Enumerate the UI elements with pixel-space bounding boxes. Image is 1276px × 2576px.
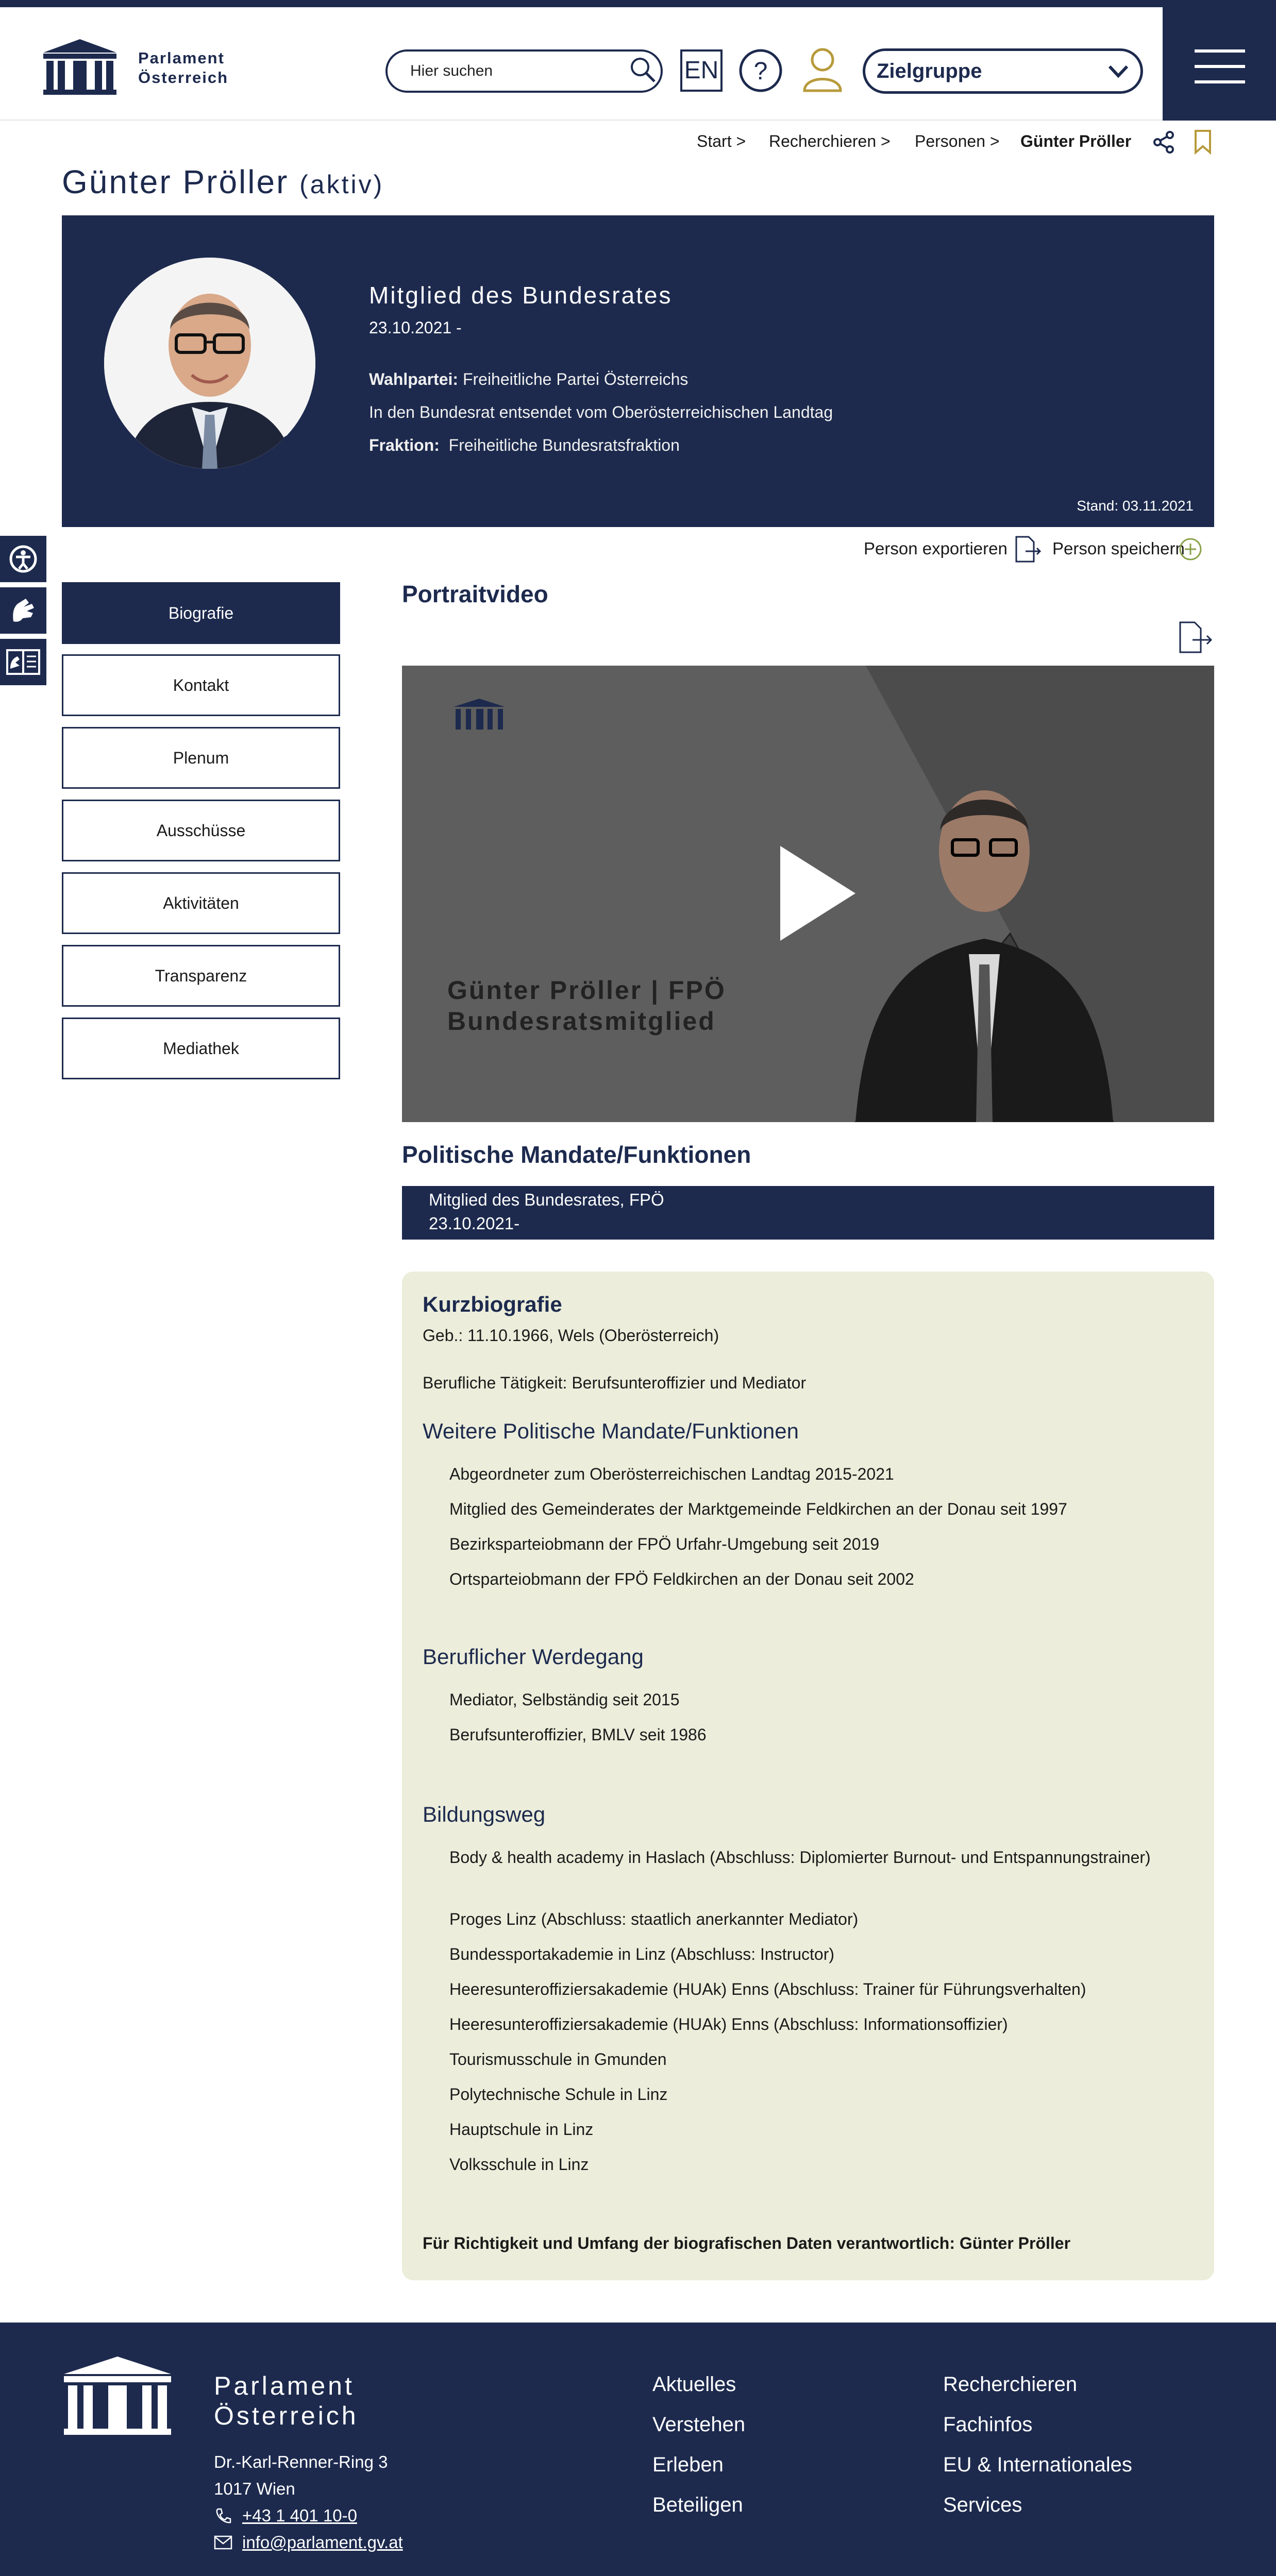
person-status: (aktiv) — [299, 170, 384, 199]
export-icon[interactable] — [1013, 535, 1042, 564]
sign-language-button[interactable] — [0, 587, 46, 634]
party-line — [369, 370, 688, 389]
language-switch-button[interactable]: EN — [680, 49, 723, 92]
footer-email-link[interactable]: info@parlament.gv.at — [242, 2533, 403, 2552]
breadcrumb-personen[interactable]: Personen > — [915, 132, 1000, 150]
search-input[interactable]: Hier suchen — [385, 49, 663, 93]
bio-responsibility: Für Richtigkeit und Umfang der biografischen Daten verantwortlich: Günter Pröller — [423, 2234, 1071, 2252]
bookmark-icon[interactable] — [1194, 129, 1212, 155]
zoom-in-icon[interactable] — [278, 433, 308, 463]
search-icon[interactable] — [629, 56, 657, 83]
video-caption-line2: Bundesratsmitglied — [447, 1007, 716, 1036]
footer-link-erleben[interactable]: Erleben — [652, 2453, 724, 2476]
logo-text[interactable] — [138, 48, 228, 88]
list-item: Tourismusschule in Gmunden — [449, 2050, 667, 2069]
delegation-line: In den Bundesrat entsendet vom Oberösterreichischen Landtag — [369, 403, 833, 421]
footer-name — [214, 2371, 359, 2431]
list-item: Bundessportakademie in Linz (Abschluss: Instructor) — [449, 1945, 835, 1963]
chevron-down-icon — [1107, 62, 1129, 80]
portrait-video-player[interactable] — [402, 666, 1214, 1122]
list-item: Ortsparteiobmann der FPÖ Feldkirchen an der Donau seit 2002 — [449, 1570, 914, 1588]
bio-education-heading: Bildungsweg — [423, 1802, 546, 1826]
save-person-button[interactable]: Person speichern — [1052, 539, 1185, 558]
parliament-logo-icon[interactable] — [41, 37, 119, 95]
phone-icon — [214, 2507, 232, 2526]
person-actions — [0, 533, 1276, 570]
person-name: Günter Pröller — [62, 163, 289, 200]
footer-link-services[interactable]: Services — [943, 2494, 1022, 2516]
footer-name-line1: Parlament — [214, 2371, 355, 2400]
video-caption — [447, 975, 726, 1037]
list-item: Body & health academy in Haslach (Abschluss: Diplomierter Burnout- und Entspannungstrainer) — [449, 1848, 1151, 1867]
profile-card — [62, 215, 1214, 527]
add-circle-icon[interactable] — [1178, 537, 1203, 562]
list-item: Proges Linz (Abschluss: staatlich anerkannter Mediator) — [449, 1910, 859, 1928]
footer-link-verstehen[interactable]: Verstehen — [652, 2413, 746, 2436]
list-item: Volksschule in Linz — [449, 2155, 589, 2174]
page-title — [62, 163, 384, 201]
footer-name-line2: Österreich — [214, 2401, 359, 2430]
breadcrumb-recherchieren[interactable]: Recherchieren > — [769, 132, 891, 150]
export-video-icon[interactable] — [1177, 620, 1213, 654]
breadcrumb — [0, 122, 1276, 163]
site-footer — [0, 2323, 1276, 2576]
short-biography — [402, 1272, 1214, 2280]
footer-phone-link[interactable]: +43 1 401 10-0 — [242, 2506, 357, 2525]
sidebar-item-transparenz[interactable]: Transparenz — [62, 945, 340, 1007]
video-thumbnail — [402, 666, 1214, 1122]
portrait-video-heading: Portraitvideo — [402, 581, 548, 607]
footer-link-recherchieren[interactable]: Recherchieren — [943, 2373, 1078, 2396]
list-item: Polytechnische Schule in Linz — [449, 2085, 668, 2104]
mail-icon — [214, 2535, 232, 2550]
user-login-icon[interactable] — [801, 46, 844, 93]
logo-line1: Parlament — [138, 49, 225, 67]
bio-mandates-heading: Weitere Politische Mandate/Funktionen — [423, 1419, 799, 1443]
faction-label: Fraktion: — [369, 436, 440, 454]
footer-parliament-logo-icon[interactable] — [62, 2353, 173, 2436]
mandates-heading: Politische Mandate/Funktionen — [402, 1141, 751, 1168]
role-title: Mitglied des Bundesrates — [369, 282, 673, 309]
svg-text:?: ? — [753, 58, 768, 85]
bio-career-heading: Beruflicher Werdegang — [423, 1645, 644, 1669]
sign-language-icon — [0, 587, 46, 634]
list-item: Abgeordneter zum Oberösterreichischen Landtag 2015-2021 — [449, 1465, 894, 1483]
list-item: Mediator, Selbständig seit 2015 — [449, 1690, 680, 1709]
accessibility-button[interactable] — [0, 536, 46, 582]
target-group-select[interactable] — [863, 48, 1143, 94]
list-item: Bezirksparteiobmann der FPÖ Urfahr-Umgebung seit 2019 — [449, 1535, 880, 1553]
role-date: 23.10.2021 - — [369, 318, 462, 337]
list-item: Heeresunteroffiziersakademie (HUAk) Enns (Abschluss: Trainer für Führungsverhalten) — [449, 1980, 1086, 1998]
footer-link-aktuelles[interactable]: Aktuelles — [652, 2373, 736, 2396]
bio-heading: Kurzbiografie — [423, 1292, 562, 1316]
footer-link-beteiligen[interactable]: Beteiligen — [652, 2494, 743, 2516]
mandate-title: Mitglied des Bundesrates, FPÖ — [429, 1190, 664, 1209]
export-person-button[interactable]: Person exportieren — [864, 539, 1008, 558]
list-item: Berufsunteroffizier, BMLV seit 1986 — [449, 1725, 707, 1744]
sidebar-item-mediathek[interactable]: Mediathek — [62, 1018, 340, 1079]
sidebar-item-biografie[interactable]: Biografie — [62, 582, 340, 644]
video-caption-line1: Günter Pröller | FPÖ — [447, 976, 726, 1005]
bio-born: Geb.: 11.10.1966, Wels (Oberösterreich) — [423, 1326, 719, 1345]
footer-link-eu[interactable]: EU & Internationales — [943, 2453, 1132, 2476]
faction-line — [369, 436, 680, 455]
help-icon[interactable] — [738, 48, 783, 93]
site-header — [0, 7, 1276, 121]
sidebar-item-plenum[interactable]: Plenum — [62, 727, 340, 789]
sidebar-item-ausschuesse[interactable]: Ausschüsse — [62, 800, 340, 861]
list-item: Hauptschule in Linz — [449, 2120, 594, 2139]
accessibility-icon — [0, 536, 46, 582]
target-group-label: Zielgruppe — [877, 60, 982, 82]
sidebar-item-aktivitaeten[interactable]: Aktivitäten — [62, 872, 340, 934]
bio-job: Berufliche Tätigkeit: Berufsunteroffizier und Mediator — [423, 1374, 807, 1392]
party-label: Wahlpartei: — [369, 370, 459, 388]
breadcrumb-start[interactable]: Start > — [697, 132, 746, 150]
easy-language-button[interactable] — [0, 639, 46, 685]
stand-date: Stand: 03.11.2021 — [1077, 498, 1194, 514]
footer-street: Dr.-Karl-Renner-Ring 3 — [214, 2452, 388, 2471]
footer-link-fachinfos[interactable]: Fachinfos — [943, 2413, 1033, 2436]
top-strip — [0, 0, 1276, 7]
faction-value: Freiheitliche Bundesratsfraktion — [448, 436, 680, 454]
mandate-entry — [402, 1186, 1214, 1240]
easy-language-icon — [0, 639, 46, 685]
mandate-date: 23.10.2021- — [429, 1214, 520, 1233]
logo-line2: Österreich — [138, 69, 229, 87]
list-item: Heeresunteroffiziersakademie (HUAk) Enns (Abschluss: Informationsoffizier) — [449, 2015, 1008, 2033]
breadcrumb-current: Günter Pröller — [1020, 132, 1132, 150]
party-value: Freiheitliche Partei Österreichs — [462, 370, 689, 388]
sidebar-item-kontakt[interactable]: Kontakt — [62, 654, 340, 716]
list-item: Mitglied des Gemeinderates der Marktgemeinde Feldkirchen an der Donau seit 1997 — [449, 1500, 1067, 1518]
share-icon[interactable] — [1151, 130, 1176, 155]
footer-city: 1017 Wien — [214, 2479, 295, 2498]
main-menu-button[interactable] — [1163, 7, 1276, 121]
